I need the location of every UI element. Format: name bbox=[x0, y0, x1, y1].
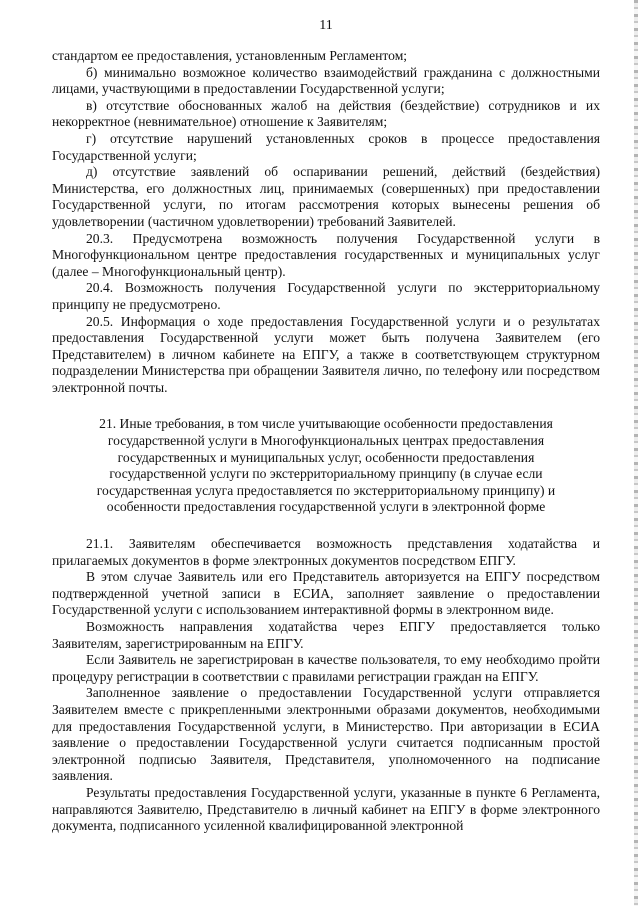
paragraph: 21.1. Заявителям обеспечивается возможность представления ходатайства и прилагаемых документов в форме электронных документов посредством ЕПГУ. bbox=[52, 536, 600, 568]
paragraph: б) минимально возможное количество взаимодействий гражданина с должностными лицами, участвующими в предоставлении Государственной услуги; bbox=[52, 64, 600, 97]
paragraph: Результаты предоставления Государственной услуги, указанные в пункте 6 Регламента, направляются Заявителю, Представителю в личный кабинет на ЕПГУ в форме электронного документа, подписанного усиленной квалифицированной электронной bbox=[52, 784, 600, 834]
scan-edge-artifact bbox=[634, 0, 638, 906]
paragraph: д) отсутствие заявлений об оспаривании решений, действий (бездействия) Министерства, его должностных лиц, принимаемых (совершенных) при предоставлении Государственной услуги, по итогам рассмотрения которых вынесены решения об удовлетворении (частичном удовлетворении) требований Заявителей. bbox=[52, 164, 600, 229]
paragraph: Возможность направления ходатайства через ЕПГУ предоставляется только Заявителям, зарегистрированным на ЕПГУ. bbox=[52, 619, 600, 651]
paragraph: г) отсутствие нарушений установленных сроков в процессе предоставления Государственной услуги; bbox=[52, 130, 600, 163]
paragraph: 20.4. Возможность получения Государственной услуги по экстерриториальному принципу не предусмотрено. bbox=[52, 280, 600, 312]
page-number: 11 bbox=[319, 18, 333, 33]
paragraph: в) отсутствие обоснованных жалоб на действия (бездействие) сотрудников и их некорректное (невнимательное) отношение к Заявителям; bbox=[52, 97, 600, 130]
paragraph: Если Заявитель не зарегистрирован в качестве пользователя, то ему необходимо пройти процедуру регистрации в соответствии с правилами регистрации граждан на ЕПГУ. bbox=[52, 652, 600, 684]
paragraph: 20.5. Информация о ходе предоставления Государственной услуги и о результатах предоставления Государственной услуги может быть получена Заявителем (его Представителем) в личном кабинете на ЕПГУ, а также в соответствующем структурном подразделении Министерства при обращении Заявителя лично, по телефону или посредством электронной почты. bbox=[52, 313, 600, 395]
paragraph: В этом случае Заявитель или его Представитель авторизуется на ЕПГУ посредством подтвержденной учетной записи в ЕСИА, заполняет заявление о предоставлении Государственной услуги с использованием интерактивной формы в электронном виде. bbox=[52, 569, 600, 618]
section-heading: 21. Иные требования, в том числе учитывающие особенности предоставления государственной услуги в Многофункциональных центрах предоставления государственных и муниципальных услуг, особенности предоставления государственной услуги по экстерриториальному принципу (в случае если государственная услуга предоставляется по экстерриториальному принципу) и особенности предоставления государственной услуги в электронной форме bbox=[96, 416, 556, 515]
paragraph: Заполненное заявление о предоставлении Государственной услуги отправляется Заявителем вместе с прикрепленными электронными образами документов, необходимыми для предоставления Государственной услуги, в Министерство. При авторизации в ЕСИА заявление о предоставлении Государственной услуги считается подписанным простой электронной подписью Заявителя, Представителя, уполномоченного на подписание заявления. bbox=[52, 685, 600, 784]
paragraph: 20.3. Предусмотрена возможность получения Государственной услуги в Многофункциональном центре предоставления государственных и муниципальных услуг (далее – Многофункциональный центр). bbox=[52, 230, 600, 279]
paragraph: стандартом ее предоставления, установленным Регламентом; bbox=[52, 48, 408, 63]
